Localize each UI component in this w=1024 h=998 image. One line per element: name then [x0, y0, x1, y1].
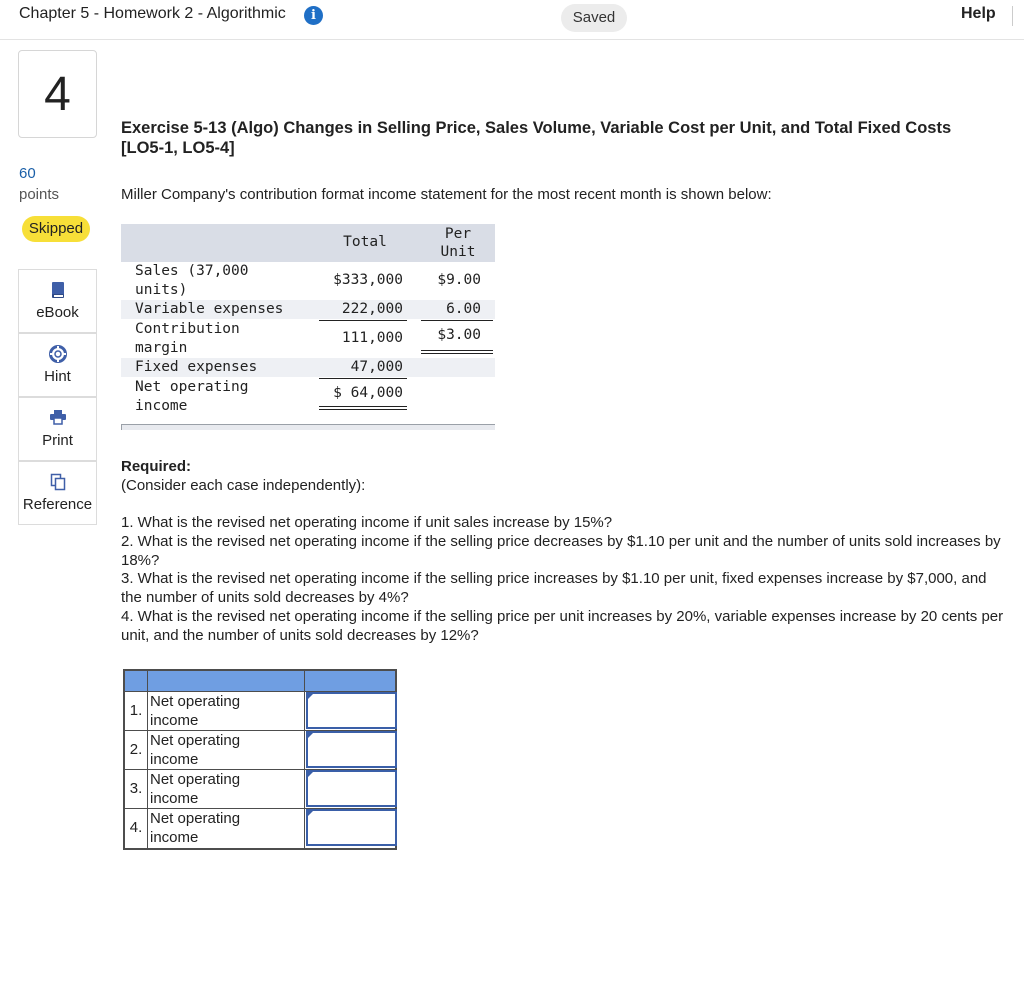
- underline: [319, 320, 407, 321]
- row-total: 222,000: [341, 301, 403, 317]
- total-header: Total: [343, 234, 387, 250]
- row-number: 1.: [129, 702, 143, 719]
- row-label: Variable expenses: [135, 301, 284, 317]
- answer-label: income: [150, 790, 199, 807]
- answer-label: Net operating: [150, 732, 241, 749]
- ebook-button[interactable]: [18, 269, 97, 333]
- hint-button[interactable]: [18, 333, 97, 397]
- help-link[interactable]: Help: [961, 5, 996, 22]
- net-operating-income-input-4[interactable]: [306, 809, 397, 846]
- book-icon: [19, 281, 96, 299]
- printer-icon: [19, 409, 96, 427]
- status-badge: Skipped: [22, 216, 90, 242]
- row-total: $ 64,000: [333, 385, 403, 401]
- required-subheading: (Consider each case independently):: [121, 477, 366, 494]
- answer-table: [123, 669, 397, 850]
- assignment-title: Chapter 5 - Homework 2 - Algorithmic: [19, 5, 286, 22]
- question-4: 4. What is the revised net operating income if the selling price per unit increases by 20%, variable expenses increase by 20 cents per unit, and the number of units sold decreases by 12%?: [121, 607, 1004, 644]
- answer-label: income: [150, 829, 199, 846]
- net-operating-income-input-1[interactable]: [306, 692, 397, 729]
- reference-button[interactable]: [18, 461, 97, 525]
- ebook-label: eBook: [36, 304, 79, 321]
- row-label: Sales (37,000: [135, 263, 249, 279]
- income-statement: [121, 224, 495, 430]
- answer-label: income: [150, 712, 199, 729]
- row-number: 4.: [129, 819, 143, 836]
- question-3: 3. What is the revised net operating income if the selling price increases by $1.10 per unit, fixed expenses increase by $7,000, and the number of units sold decreases by 4%?: [121, 570, 987, 607]
- underline: [421, 320, 493, 321]
- row-label: income: [135, 398, 188, 414]
- reference-label: Reference: [22, 496, 93, 513]
- double-underline: [421, 353, 493, 354]
- row-label: units): [135, 282, 188, 298]
- underline: [319, 378, 407, 379]
- exercise-intro: Miller Company's contribution format income statement for the most recent month is shown below:: [121, 186, 772, 203]
- saved-status: Saved: [561, 4, 627, 32]
- row-label: Contribution: [135, 321, 240, 337]
- question-1: 1. What is the revised net operating income if unit sales increase by 15%?: [121, 514, 613, 531]
- question-number: 4: [18, 50, 97, 138]
- points-label: points: [19, 186, 60, 203]
- statement-footer: [121, 424, 495, 430]
- answer-table-header: [125, 671, 395, 691]
- top-bar: [0, 0, 1024, 40]
- divider: [1012, 6, 1013, 26]
- copy-icon: [19, 473, 96, 491]
- lifebuoy-icon: [19, 345, 96, 363]
- row-total: 111,000: [341, 330, 403, 346]
- answer-label: Net operating: [150, 693, 241, 710]
- row-total: 47,000: [350, 359, 403, 375]
- exercise-title: Exercise 5-13 (Algo) Changes in Selling Price, Sales Volume, Variable Cost per Unit, and Total Fixed Costs [LO5-1, LO5-4]: [121, 119, 952, 157]
- answer-label: income: [150, 751, 199, 768]
- row-per-unit: $3.00: [437, 327, 481, 343]
- row-per-unit: 6.00: [446, 301, 481, 317]
- per-unit-header-line2: Unit: [440, 244, 476, 260]
- net-operating-income-input-3[interactable]: [306, 770, 397, 807]
- answer-label: Net operating: [150, 771, 241, 788]
- row-number: 2.: [129, 741, 143, 758]
- print-button[interactable]: [18, 397, 97, 461]
- row-number: 3.: [129, 780, 143, 797]
- answer-label: Net operating: [150, 810, 241, 827]
- row-label: Net operating: [135, 379, 249, 395]
- hint-label: Hint: [44, 368, 71, 385]
- net-operating-income-input-2[interactable]: [306, 731, 397, 768]
- points-value: 60: [19, 165, 36, 182]
- row-total: $333,000: [333, 272, 403, 288]
- row-per-unit: $9.00: [437, 272, 481, 288]
- required-heading: Required:: [121, 458, 192, 475]
- question-2: 2. What is the revised net operating income if the selling price decreases by $1.10 per unit and the number of units sold increases by 18%?: [121, 532, 1001, 569]
- row-label: Fixed expenses: [135, 359, 258, 375]
- double-underline: [319, 406, 407, 407]
- divider: [147, 671, 148, 848]
- info-icon[interactable]: i: [304, 6, 323, 25]
- row-label: margin: [135, 340, 188, 356]
- double-underline: [421, 350, 493, 351]
- double-underline: [319, 409, 407, 410]
- question-list: [121, 514, 1011, 646]
- per-unit-header: Per: [444, 226, 472, 242]
- print-label: Print: [42, 432, 73, 449]
